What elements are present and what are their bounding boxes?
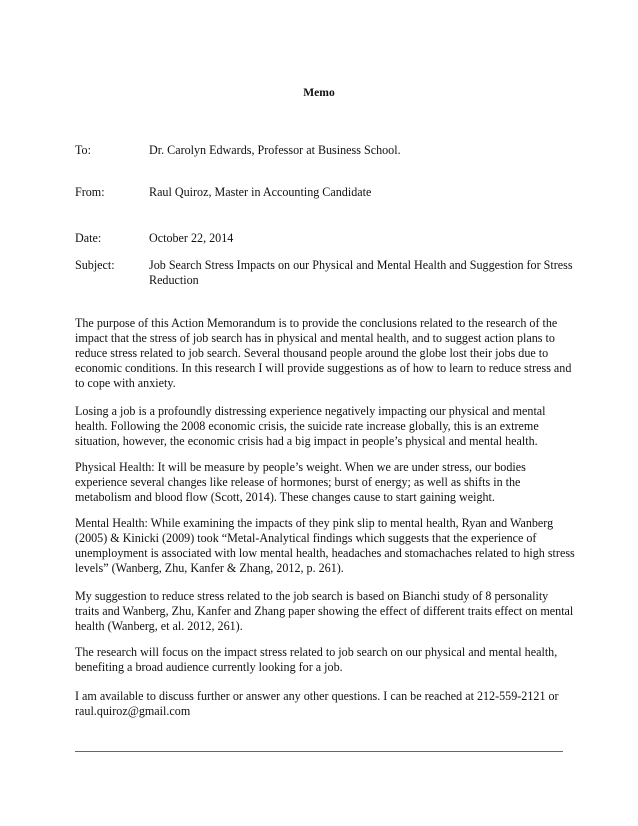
date-value: October 22, 2014: [149, 231, 234, 245]
memo-from-row: [75, 185, 575, 200]
memo-to-row: [75, 143, 575, 158]
paragraph-physical-health: Physical Health: It will be measure by people’s weight. When we are under stress, our bodies experience several changes like release of hormones; burst of energy; as well as shifts in the metabolism and blood flow (Scott, 2014). These changes cause to start gaining weight.: [75, 460, 526, 504]
to-label: To:: [75, 143, 91, 157]
date-label: Date:: [75, 231, 102, 245]
paragraph-contact: I am available to discuss further or answer any other questions. I can be reached at 212-559-2121 or raul.quiroz@gmail.com: [75, 689, 559, 718]
paragraph-research-focus: The research will focus on the impact stress related to job search on our physical and mental health, benefiting a broad audience currently looking for a job.: [75, 645, 558, 674]
footer-divider: [75, 751, 563, 752]
memo-title: Memo: [303, 86, 335, 99]
paragraph-suggestion: My suggestion to reduce stress related to the job search is based on Bianchi study of 8 personality traits and Wanberg, Zhu, Kanfer and Zhang paper showing the effect of different traits effect on mental health (Wanberg, et al. 2012, 261).: [75, 589, 574, 633]
from-label: From:: [75, 185, 105, 199]
memo-subject-row: [75, 258, 575, 288]
subject-label: Subject:: [75, 258, 115, 272]
memo-date-row: [75, 231, 575, 246]
subject-value: Job Search Stress Impacts on our Physical and Mental Health and Suggestion for Stress Reduction: [149, 258, 573, 287]
paragraph-mental-health: Mental Health: While examining the impacts of they pink slip to mental health, Ryan and Wanberg (2005) & Kinicki (2009) took “Metal-Analytical findings which suggests that the experience of unemployment is associated with low mental health, headaches and stomachaches related to high stress levels” (Wanberg, Zhu, Kanfer & Zhang, 2012, p. 261).: [75, 516, 575, 575]
from-value: Raul Quiroz, Master in Accounting Candidate: [149, 185, 372, 199]
paragraph-purpose: The purpose of this Action Memorandum is to provide the conclusions related to the research of the impact that the stress of job search has in physical and mental health, and to suggest action plans to reduce stress related to job search. Several thousand people around the globe lost their jobs due to economic conditions. In this research I will provide suggestions as of how to learn to reduce stress and to cope with anxiety.: [75, 316, 572, 390]
paragraph-losing-job: Losing a job is a profoundly distressing experience negatively impacting our physical and mental health. Following the 2008 economic crisis, the suicide rate increase globally, this is an extreme situation, however, the economic crisis had a big impact in people’s physical and mental health.: [75, 404, 546, 448]
to-value: Dr. Carolyn Edwards, Professor at Business School.: [149, 143, 401, 157]
